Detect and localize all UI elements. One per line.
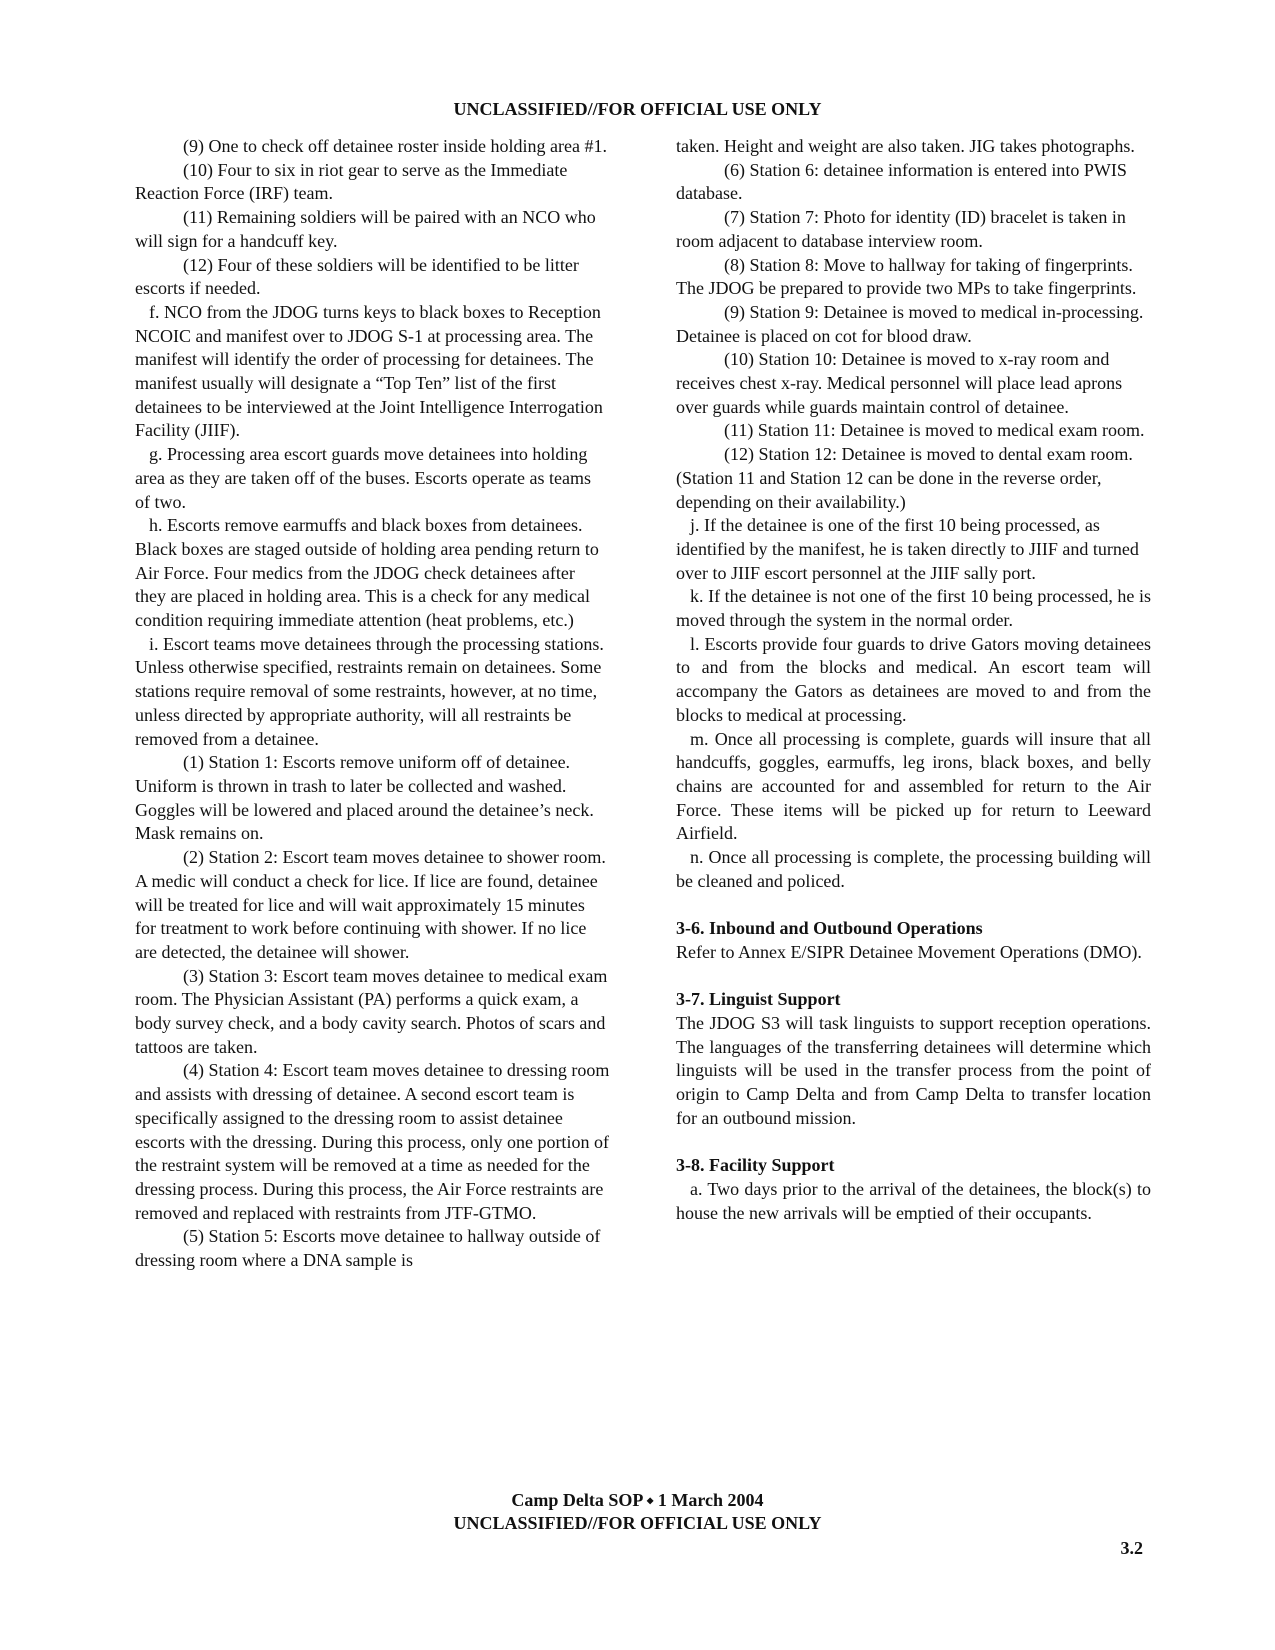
classification-header: UNCLASSIFIED//FOR OFFICIAL USE ONLY	[453, 99, 822, 119]
paragraph: i. Escort teams move detainees through the processing stations. Unless otherwise specified, restraints remain on detainees. Some stations require removal of some restraints, however, at no time, unless directed by appropriate authority, will all restraints be removed from a detainee.	[135, 633, 604, 749]
paragraph: j. If the detainee is one of the first 10 being processed, as identified by the manifest, he is taken directly to JIIF and turned over to JIIF escort personnel at the JIIF sally port.	[676, 515, 1139, 583]
page-footer	[0, 1489, 1275, 1535]
paragraph: g. Processing area escort guards move detainees into holding area as they are taken off of the buses. Escorts operate as teams of two.	[135, 444, 591, 512]
spacer	[676, 894, 1151, 918]
paragraph: (10) Station 10: Detainee is moved to x-ray room and receives chest x-ray. Medical personnel will place lead aprons over guards while guards maintain control of detainee.	[676, 349, 1123, 417]
spacer	[676, 965, 1151, 989]
paragraph: (9) Station 9: Detainee is moved to medical in-processing. Detainee is placed on cot for blood draw.	[676, 301, 1144, 346]
page-number: 3.2	[1120, 1538, 1143, 1558]
classification-footer: UNCLASSIFIED//FOR OFFICIAL USE ONLY	[453, 1513, 822, 1533]
section-heading: 3-6. Inbound and Outbound Operations	[676, 918, 983, 939]
footer-title: Camp Delta SOP ⬩ 1 March 2004	[511, 1490, 764, 1510]
paragraph: (12) Station 12: Detainee is moved to dental exam room. (Station 11 and Station 12 can be done in the reverse order, depending on their availability.)	[676, 444, 1133, 512]
paragraph: taken. Height and weight are also taken. JIG takes photographs.	[676, 136, 1135, 156]
paragraph: (9) One to check off detainee roster inside holding area #1.	[183, 136, 608, 156]
section-heading: 3-8. Facility Support	[676, 1155, 835, 1176]
paragraph: (7) Station 7: Photo for identity (ID) bracelet is taken in room adjacent to database interview room.	[676, 207, 1126, 251]
section-heading: 3-7. Linguist Support	[676, 989, 841, 1010]
paragraph: (10) Four to six in riot gear to serve as the Immediate Reaction Force (IRF) team.	[135, 159, 568, 204]
section-body: Refer to Annex E/SIPR Detainee Movement Operations (DMO).	[676, 941, 1142, 962]
paragraph: (5) Station 5: Escorts move detainee to hallway outside of dressing room where a DNA sample is	[135, 1226, 601, 1271]
paragraph: f. NCO from the JDOG turns keys to black boxes to Reception NCOIC and manifest over to JDOG S-1 at processing area. The manifest will identify the order of processing for detainees. The manifest usually will designate a “Top Ten” list of the first detainees to be interviewed at the Joint Intelligence Interrogation Facility (JIIF).	[135, 301, 603, 441]
paragraph: (11) Remaining soldiers will be paired with an NCO who will sign for a handcuff key.	[135, 207, 596, 251]
section-body: a. Two days prior to the arrival of the detainees, the block(s) to house the new arrivals will be emptied of their occupants.	[676, 1178, 1151, 1223]
spacer	[676, 1131, 1151, 1155]
paragraph: (4) Station 4: Escort team moves detainee to dressing room and assists with dressing of detainee. A second escort team is specifically assigned to the dressing room to assist detainee escorts with the dressing. During this process, only one portion of the restraint system will be removed at a time as needed for the dressing process. During this process, the Air Force restraints are removed and replaced with restraints from JTF-GTMO.	[135, 1060, 610, 1223]
left-column	[135, 135, 610, 1273]
right-column	[676, 135, 1151, 1225]
paragraph: n. Once all processing is complete, the processing building will be cleaned and policed.	[676, 847, 1151, 891]
paragraph: (2) Station 2: Escort team moves detainee to shower room. A medic will conduct a check for lice. If lice are found, detainee will be treated for lice and will wait approximately 15 minutes for treatment to work before continuing with shower. If no lice are detected, the detainee will shower.	[135, 847, 606, 962]
paragraph: (1) Station 1: Escorts remove uniform off of detainee. Uniform is thrown in trash to later be collected and washed. Goggles will be lowered and placed around the detainee’s neck. Mask remains on.	[135, 752, 594, 844]
paragraph: k. If the detainee is not one of the first 10 being processed, he is moved through the system in the normal order.	[676, 586, 1151, 631]
paragraph: (8) Station 8: Move to hallway for taking of fingerprints. The JDOG be prepared to provide two MPs to take fingerprints.	[676, 254, 1137, 299]
section-body: The JDOG S3 will task linguists to support reception operations. The languages of the transferring detainees will determine which linguists will be used in the transfer process from the point of origin to Camp Delta and from Camp Delta to transfer location for an outbound mission.	[676, 1012, 1151, 1128]
paragraph: (6) Station 6: detainee information is entered into PWIS database.	[676, 159, 1127, 204]
paragraph: (11) Station 11: Detainee is moved to medical exam room.	[724, 420, 1145, 441]
paragraph: h. Escorts remove earmuffs and black boxes from detainees. Black boxes are staged outside of holding area pending return to Air Force. Four medics from the JDOG check detainees after they are placed in holding area. This is a check for any medical condition requiring immediate attention (heat problems, etc.)	[135, 515, 599, 631]
paragraph: (12) Four of these soldiers will be identified to be litter escorts if needed.	[135, 254, 579, 299]
paragraph: l. Escorts provide four guards to drive Gators moving detainees to and from the blocks and medical. An escort team will accompany the Gators as detainees are moved to and from the blocks to medical at processing.	[676, 633, 1151, 725]
paragraph: (3) Station 3: Escort team moves detainee to medical exam room. The Physician Assistant (PA) performs a quick exam, a body survey check, and a body cavity search. Photos of scars and tattoos are taken.	[135, 965, 608, 1057]
paragraph: m. Once all processing is complete, guards will insure that all handcuffs, goggles, earmuffs, leg irons, black boxes, and belly chains are accounted for and assembled for return to the Air Force. These items will be picked up for return to Leeward Airfield.	[676, 728, 1151, 844]
